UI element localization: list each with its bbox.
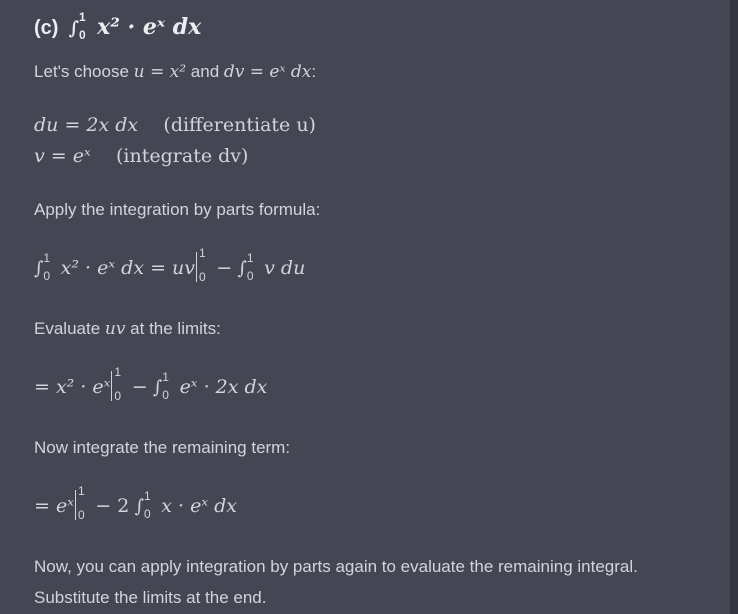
apply-text: Apply the integration by parts formula: — [34, 200, 321, 219]
evaluate-text: Evaluate uv at the limits: — [34, 319, 221, 339]
closing-line-1: Now, you can apply integration by parts again to evaluate the remaining integral. — [34, 557, 638, 576]
integral-symbol: ∫ — [68, 18, 80, 39]
derivation-du: du = 2x dx (differentiate u) — [34, 114, 316, 136]
step-one-equation: = x² · eˣ 1 0 − ∫ 1 0 eˣ · 2x dx — [34, 365, 268, 403]
evaluation-bar: 1 0 — [110, 375, 126, 401]
heading-integrand: x² · eˣ dx — [97, 14, 202, 40]
intro-line: Let's choose u = x² and dv = eˣ dx: — [34, 62, 317, 82]
u-definition: u = x² — [133, 62, 187, 82]
evaluation-bar: 1 0 — [74, 494, 90, 520]
parts-formula: ∫ 1 0 x² · eˣ dx = uv 1 0 − ∫ 1 0 v du — [34, 246, 306, 284]
closing-line-2: Substitute the limits at the end. — [34, 588, 267, 607]
dv-definition: dv = eˣ dx — [223, 62, 312, 82]
remaining-text: Now integrate the remaining term: — [34, 438, 291, 457]
evaluation-bar: 1 0 — [195, 256, 211, 282]
section-label: (c) — [34, 17, 59, 39]
step-two-equation: = eˣ 1 0 − 2 ∫ 1 0 x · eˣ dx — [34, 484, 237, 522]
integral-limits: 1 0 — [79, 10, 86, 43]
section-heading — [34, 10, 202, 43]
scrollbar-track[interactable] — [730, 0, 738, 614]
derivation-v: v = eˣ (integrate dv) — [34, 145, 249, 167]
